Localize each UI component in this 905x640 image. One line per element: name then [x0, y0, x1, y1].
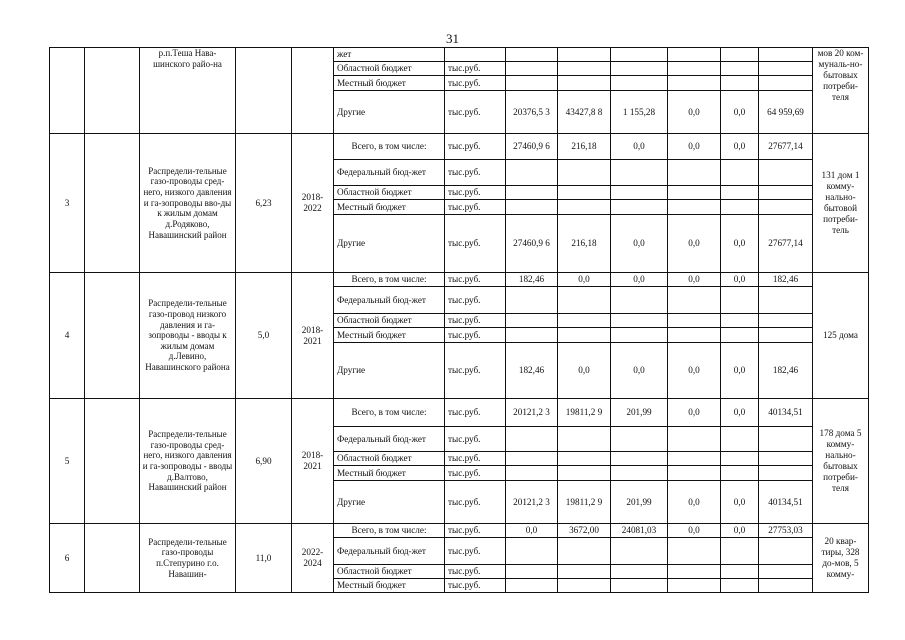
- value-cell: [558, 200, 611, 215]
- total-cell: [759, 186, 813, 200]
- value-cell: [668, 452, 721, 466]
- expected-result: 131 дом 1 комму-нально-бытовой потреби-тель: [813, 134, 869, 273]
- value-cell: 0,0: [721, 399, 759, 427]
- years: 2018-2021: [292, 273, 334, 399]
- years: 2018-2022: [292, 134, 334, 273]
- value-cell: [611, 314, 668, 328]
- years: 2018-2021: [292, 399, 334, 524]
- object-name: Распредели-тельные газо-проводы сред-него, низкого давления и га-зопроводы - вводы д.Валтово, Навашинский район: [140, 399, 236, 524]
- value-cell: 20376,5 3: [506, 91, 558, 134]
- value-cell: [611, 76, 668, 91]
- object-name: Распредели-тельные газо-проводы сред-него, низкого давления и га-зопроводы вво-ды к жилым домам д.Родяково, Навашинский район: [140, 134, 236, 273]
- unit: тыс.руб.: [445, 186, 506, 200]
- value-cell: [721, 452, 759, 466]
- value-cell: [558, 314, 611, 328]
- funding-source: Другие: [334, 91, 445, 134]
- value-cell: [506, 314, 558, 328]
- unit: тыс.руб.: [445, 343, 506, 399]
- value-cell: 0,0: [721, 134, 759, 160]
- unit: тыс.руб.: [445, 314, 506, 328]
- unit: тыс.руб.: [445, 134, 506, 160]
- table-row: [50, 399, 869, 427]
- value-cell: [506, 565, 558, 579]
- value-cell: 0,0: [668, 91, 721, 134]
- funding-source: Областной бюджет: [334, 565, 445, 579]
- value-cell: [558, 48, 611, 62]
- total-cell: [759, 160, 813, 186]
- value-cell: [721, 314, 759, 328]
- value-cell: 216,18: [558, 134, 611, 160]
- value-cell: [668, 287, 721, 314]
- value-cell: [721, 579, 759, 593]
- funding-source: Федеральный бюд-жет: [334, 538, 445, 565]
- blank-cell: [85, 399, 140, 524]
- value-cell: 0,0: [558, 273, 611, 287]
- value-cell: [558, 579, 611, 593]
- value-cell: 0,0: [668, 273, 721, 287]
- total-cell: [759, 538, 813, 565]
- funding-source: Всего, в том числе:: [334, 524, 445, 538]
- value-cell: [668, 565, 721, 579]
- value-cell: [506, 538, 558, 565]
- value-cell: [506, 76, 558, 91]
- value-cell: [558, 287, 611, 314]
- expected-result: 178 дома 5 комму-нально-бытовых потреби-теля: [813, 399, 869, 524]
- value-cell: [668, 427, 721, 452]
- funding-source: Местный бюджет: [334, 466, 445, 481]
- value-cell: 0,0: [611, 343, 668, 399]
- row-number: 6: [50, 524, 85, 593]
- funding-source: Всего, в том числе:: [334, 134, 445, 160]
- value-cell: [611, 287, 668, 314]
- value-cell: [611, 565, 668, 579]
- funding-source: Другие: [334, 343, 445, 399]
- value-cell: 20121,2 3: [506, 399, 558, 427]
- value-cell: [721, 200, 759, 215]
- object-name: Распредели-тельные газо-провод низкого давления и га-зопроводы - вводы к жилым домам д.Левино, Навашинского района: [140, 273, 236, 399]
- funding-source: Другие: [334, 481, 445, 524]
- total-cell: [759, 565, 813, 579]
- blank-cell: [85, 273, 140, 399]
- value-cell: [611, 579, 668, 593]
- expected-result: 125 дома: [813, 273, 869, 399]
- total-cell: [759, 466, 813, 481]
- funding-source: Областной бюджет: [334, 314, 445, 328]
- unit: тыс.руб.: [445, 76, 506, 91]
- value-cell: [668, 76, 721, 91]
- value-cell: [611, 328, 668, 343]
- object-name: р.п.Теша Нава-шинского райо-на: [140, 48, 236, 134]
- value-cell: [506, 579, 558, 593]
- total-cell: [759, 287, 813, 314]
- total-cell: [759, 48, 813, 62]
- value-cell: [558, 452, 611, 466]
- value-cell: [611, 427, 668, 452]
- funding-source: Областной бюджет: [334, 452, 445, 466]
- value-cell: 0,0: [668, 343, 721, 399]
- value-cell: 43427,8 8: [558, 91, 611, 134]
- value-cell: [668, 314, 721, 328]
- value-cell: [558, 538, 611, 565]
- unit: тыс.руб.: [445, 481, 506, 524]
- value-cell: 24081,03: [611, 524, 668, 538]
- funding-source: Областной бюджет: [334, 186, 445, 200]
- value-cell: [721, 76, 759, 91]
- total-cell: [759, 452, 813, 466]
- value-cell: [668, 160, 721, 186]
- value-cell: [506, 287, 558, 314]
- value-cell: [721, 186, 759, 200]
- total-cell: 182,46: [759, 343, 813, 399]
- blank-cell: [85, 134, 140, 273]
- table-row: [50, 134, 869, 160]
- funding-source: Местный бюджет: [334, 328, 445, 343]
- value-cell: [611, 466, 668, 481]
- value-cell: 0,0: [721, 215, 759, 273]
- value-cell: [668, 200, 721, 215]
- value-cell: 0,0: [721, 343, 759, 399]
- value-cell: [506, 328, 558, 343]
- value-cell: 0,0: [721, 91, 759, 134]
- value-cell: [668, 186, 721, 200]
- value-cell: [668, 466, 721, 481]
- total-cell: 27677,14: [759, 134, 813, 160]
- total-cell: [759, 62, 813, 76]
- expected-result: мов 20 ком-муналь-но-бытовых потреби-теля: [813, 48, 869, 134]
- unit: тыс.руб.: [445, 91, 506, 134]
- unit: [445, 48, 506, 62]
- total-cell: [759, 328, 813, 343]
- value-cell: 216,18: [558, 215, 611, 273]
- value-cell: [506, 200, 558, 215]
- value-cell: [611, 62, 668, 76]
- value-cell: [611, 200, 668, 215]
- total-cell: [759, 579, 813, 593]
- unit: тыс.руб.: [445, 328, 506, 343]
- unit: тыс.руб.: [445, 200, 506, 215]
- funding-source: Всего, в том числе:: [334, 399, 445, 427]
- object-name: Распредели-тельные газо-проводы п.Степурино г.о. Навашин-: [140, 524, 236, 593]
- table-row: [50, 524, 869, 538]
- value-cell: 0,0: [668, 524, 721, 538]
- unit: тыс.руб.: [445, 399, 506, 427]
- value-cell: 19811,2 9: [558, 399, 611, 427]
- value-cell: 3672,00: [558, 524, 611, 538]
- value-cell: 182,46: [506, 273, 558, 287]
- value-cell: [506, 48, 558, 62]
- unit: тыс.руб.: [445, 62, 506, 76]
- value-cell: [506, 186, 558, 200]
- value-cell: 0,0: [668, 215, 721, 273]
- unit: тыс.руб.: [445, 565, 506, 579]
- value-cell: [611, 538, 668, 565]
- value-cell: [721, 160, 759, 186]
- value-cell: [558, 466, 611, 481]
- unit: тыс.руб.: [445, 452, 506, 466]
- value-cell: [506, 452, 558, 466]
- total-cell: 40134,51: [759, 399, 813, 427]
- length-km: 11,0: [236, 524, 292, 593]
- value-cell: [611, 186, 668, 200]
- total-cell: [759, 200, 813, 215]
- value-cell: [558, 328, 611, 343]
- row-number: 5: [50, 399, 85, 524]
- total-cell: [759, 76, 813, 91]
- value-cell: [506, 466, 558, 481]
- value-cell: 0,0: [611, 215, 668, 273]
- value-cell: [558, 186, 611, 200]
- length-km: 6,90: [236, 399, 292, 524]
- value-cell: 19811,2 9: [558, 481, 611, 524]
- value-cell: [558, 565, 611, 579]
- value-cell: [558, 427, 611, 452]
- total-cell: 27753,03: [759, 524, 813, 538]
- value-cell: 0,0: [668, 134, 721, 160]
- value-cell: [721, 48, 759, 62]
- unit: тыс.руб.: [445, 538, 506, 565]
- unit: тыс.руб.: [445, 524, 506, 538]
- value-cell: [721, 565, 759, 579]
- value-cell: 0,0: [721, 273, 759, 287]
- value-cell: [668, 538, 721, 565]
- value-cell: 0,0: [611, 134, 668, 160]
- row-number: 3: [50, 134, 85, 273]
- value-cell: [611, 48, 668, 62]
- value-cell: 0,0: [558, 343, 611, 399]
- unit: тыс.руб.: [445, 215, 506, 273]
- length-km: 6,23: [236, 134, 292, 273]
- row-number: [50, 48, 85, 134]
- value-cell: [668, 328, 721, 343]
- blank-cell: [85, 524, 140, 593]
- value-cell: [668, 48, 721, 62]
- unit: тыс.руб.: [445, 160, 506, 186]
- unit: тыс.руб.: [445, 466, 506, 481]
- years: [292, 48, 334, 134]
- funding-source: Областной бюджет: [334, 62, 445, 76]
- value-cell: [721, 62, 759, 76]
- length-km: 5,0: [236, 273, 292, 399]
- value-cell: 0,0: [668, 399, 721, 427]
- value-cell: [721, 538, 759, 565]
- unit: тыс.руб.: [445, 273, 506, 287]
- value-cell: 27460,9 6: [506, 215, 558, 273]
- value-cell: 0,0: [611, 273, 668, 287]
- funding-source: Местный бюджет: [334, 76, 445, 91]
- length-km: [236, 48, 292, 134]
- funding-source: Всего, в том числе:: [334, 273, 445, 287]
- value-cell: 1 155,28: [611, 91, 668, 134]
- value-cell: 20121,2 3: [506, 481, 558, 524]
- value-cell: 201,99: [611, 399, 668, 427]
- total-cell: 182,46: [759, 273, 813, 287]
- table-row: [50, 48, 869, 62]
- total-cell: [759, 427, 813, 452]
- table-row: [50, 273, 869, 287]
- value-cell: [558, 62, 611, 76]
- total-cell: 64 959,69: [759, 91, 813, 134]
- funding-source: жет: [334, 48, 445, 62]
- value-cell: 0,0: [506, 524, 558, 538]
- value-cell: [611, 452, 668, 466]
- value-cell: [721, 466, 759, 481]
- value-cell: 0,0: [721, 524, 759, 538]
- value-cell: [721, 328, 759, 343]
- value-cell: [506, 62, 558, 76]
- unit: тыс.руб.: [445, 427, 506, 452]
- total-cell: [759, 314, 813, 328]
- value-cell: [721, 427, 759, 452]
- funding-source: Федеральный бюд-жет: [334, 160, 445, 186]
- value-cell: 0,0: [668, 481, 721, 524]
- page-number: 31: [446, 31, 459, 46]
- unit: тыс.руб.: [445, 579, 506, 593]
- value-cell: [506, 160, 558, 186]
- row-number: 4: [50, 273, 85, 399]
- value-cell: [668, 579, 721, 593]
- expected-result: 20 квар-тиры, 328 до-мов, 5 комму-: [813, 524, 869, 593]
- value-cell: [668, 62, 721, 76]
- value-cell: [506, 427, 558, 452]
- years: 2022-2024: [292, 524, 334, 593]
- funding-source: Местный бюджет: [334, 200, 445, 215]
- value-cell: [721, 287, 759, 314]
- value-cell: [611, 160, 668, 186]
- value-cell: [558, 160, 611, 186]
- value-cell: 201,99: [611, 481, 668, 524]
- funding-source: Федеральный бюд-жет: [334, 287, 445, 314]
- unit: тыс.руб.: [445, 287, 506, 314]
- investment-table: [49, 47, 869, 593]
- value-cell: 182,46: [506, 343, 558, 399]
- value-cell: 27460,9 6: [506, 134, 558, 160]
- funding-source: Федеральный бюд-жет: [334, 427, 445, 452]
- value-cell: 0,0: [721, 481, 759, 524]
- total-cell: 27677,14: [759, 215, 813, 273]
- value-cell: [558, 76, 611, 91]
- total-cell: 40134,51: [759, 481, 813, 524]
- funding-source: Местный бюджет: [334, 579, 445, 593]
- funding-source: Другие: [334, 215, 445, 273]
- blank-cell: [85, 48, 140, 134]
